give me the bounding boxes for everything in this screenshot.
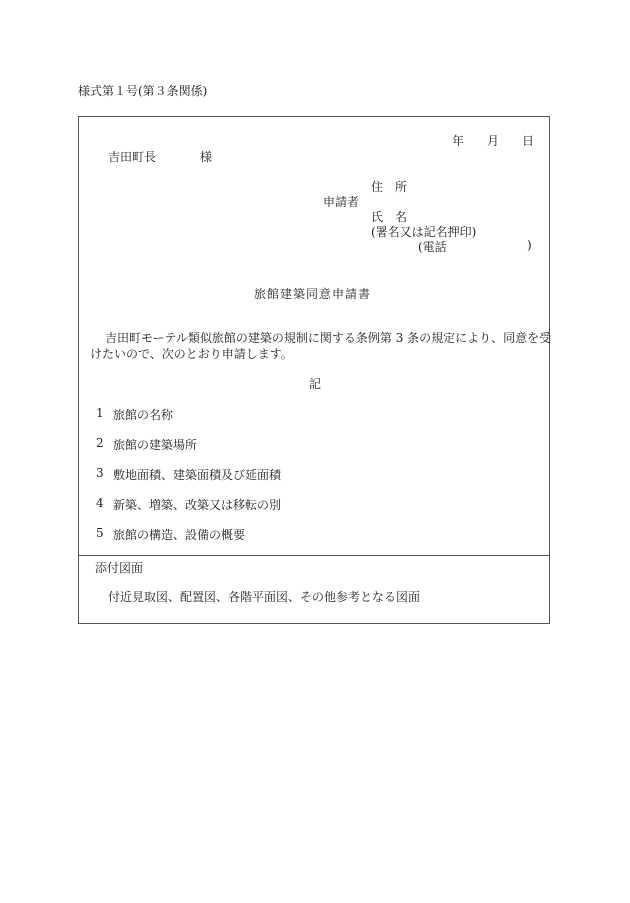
date-month: 月 [487, 134, 500, 148]
applicant-label: 申請者 [323, 195, 360, 209]
phone-close: ) [527, 238, 532, 252]
item-number: 1 [96, 406, 104, 420]
date-day: 日 [522, 134, 535, 148]
ki-heading: 記 [309, 377, 322, 391]
item-number: 2 [96, 436, 104, 450]
phone-label: (電話 [418, 240, 447, 254]
item-number: 5 [96, 526, 104, 540]
item-text: 旅館の構造、設備の概要 [113, 528, 246, 542]
applicant-name-label: 氏 名 [371, 210, 408, 224]
attachments-divider [78, 555, 550, 556]
document-title: 旅館建築同意申請書 [254, 287, 372, 301]
item-text: 新築、増築、改築又は移転の別 [113, 498, 282, 512]
form-label: 様式第１号(第３条関係) [78, 84, 208, 98]
form-frame [78, 116, 550, 624]
attachments-heading: 添付図面 [95, 561, 144, 575]
attachments-text: 付近見取図、配置図、各階平面図、その他参考となる図面 [108, 590, 421, 604]
body-line-1: 吉田町モーテル類似旅館の建築の規制に関する条例第 3 条の規定により、同意を受 [105, 331, 552, 345]
item-text: 敷地面積、建築面積及び延面積 [113, 468, 282, 482]
date-year: 年 [452, 134, 465, 148]
addressee-name: 吉田町長 [108, 150, 157, 164]
signature-note: (署名又は記名押印) [371, 225, 477, 239]
item-text: 旅館の名称 [113, 408, 174, 422]
item-number: 3 [96, 466, 104, 480]
body-line-2: けたいので、次のとおり申請します。 [90, 347, 293, 361]
item-text: 旅館の建築場所 [113, 438, 198, 452]
addressee-honorific: 様 [200, 150, 213, 164]
item-number: 4 [96, 496, 104, 510]
applicant-address-label: 住 所 [371, 180, 408, 194]
